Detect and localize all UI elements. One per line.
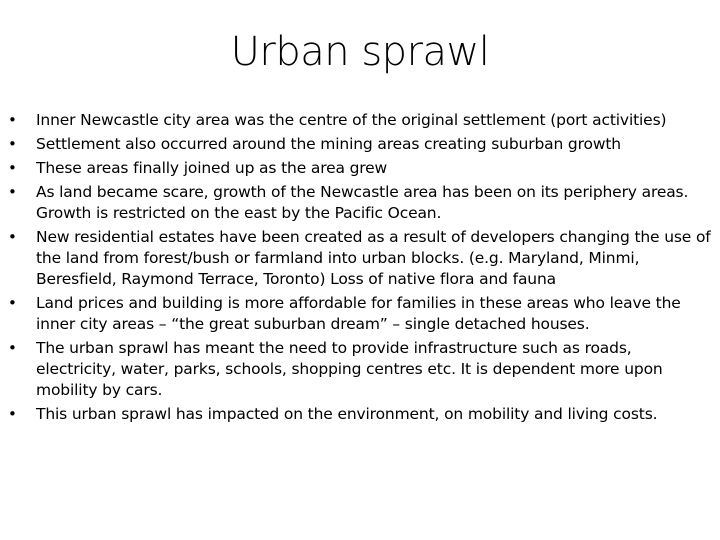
bullet-item [0,158,720,179]
bullet-text: As land became scare, growth of the Newcastle area has been on its periphery areas. Growth is restricted on the east by the Pacific Ocean. [36,183,689,222]
bullet-dot-icon: • [8,159,17,177]
bullet-dot-icon: • [8,339,17,357]
bullet-dot-icon: • [8,294,17,312]
bullet-item [0,227,720,290]
bullet-item [0,293,720,335]
bullet-text: Land prices and building is more affordable for families in these areas who leave the inner city areas – “the great suburban dream” – single detached houses. [36,294,681,333]
slide-title: Urban sprawl [230,29,490,75]
bullet-text: Settlement also occurred around the mining areas creating suburban growth [36,135,621,153]
bullet-dot-icon: • [8,111,17,129]
bullet-text: Inner Newcastle city area was the centre of the original settlement (port activities) [36,111,667,129]
bullet-item [0,338,720,401]
bullet-list [0,110,720,428]
bullet-text: The urban sprawl has meant the need to provide infrastructure such as roads, electricity, water, parks, schools, shopping centres etc. It is dependent more upon mobility by cars. [36,339,663,399]
bullet-dot-icon: • [8,135,17,153]
bullet-item [0,134,720,155]
bullet-dot-icon: • [8,183,17,201]
bullet-text: This urban sprawl has impacted on the environment, on mobility and living costs. [36,405,658,423]
bullet-dot-icon: • [8,405,17,423]
bullet-item [0,110,720,131]
bullet-text: New residential estates have been created as a result of developers changing the use of the land from forest/bush or farmland into urban blocks. (e.g. Maryland, Minmi, Beresfield, Raymond Terrace, Toronto) Loss of native flora and fauna [36,228,711,288]
bullet-item [0,182,720,224]
bullet-item [0,404,720,425]
bullet-dot-icon: • [8,228,17,246]
bullet-text: These areas finally joined up as the area grew [36,159,388,177]
